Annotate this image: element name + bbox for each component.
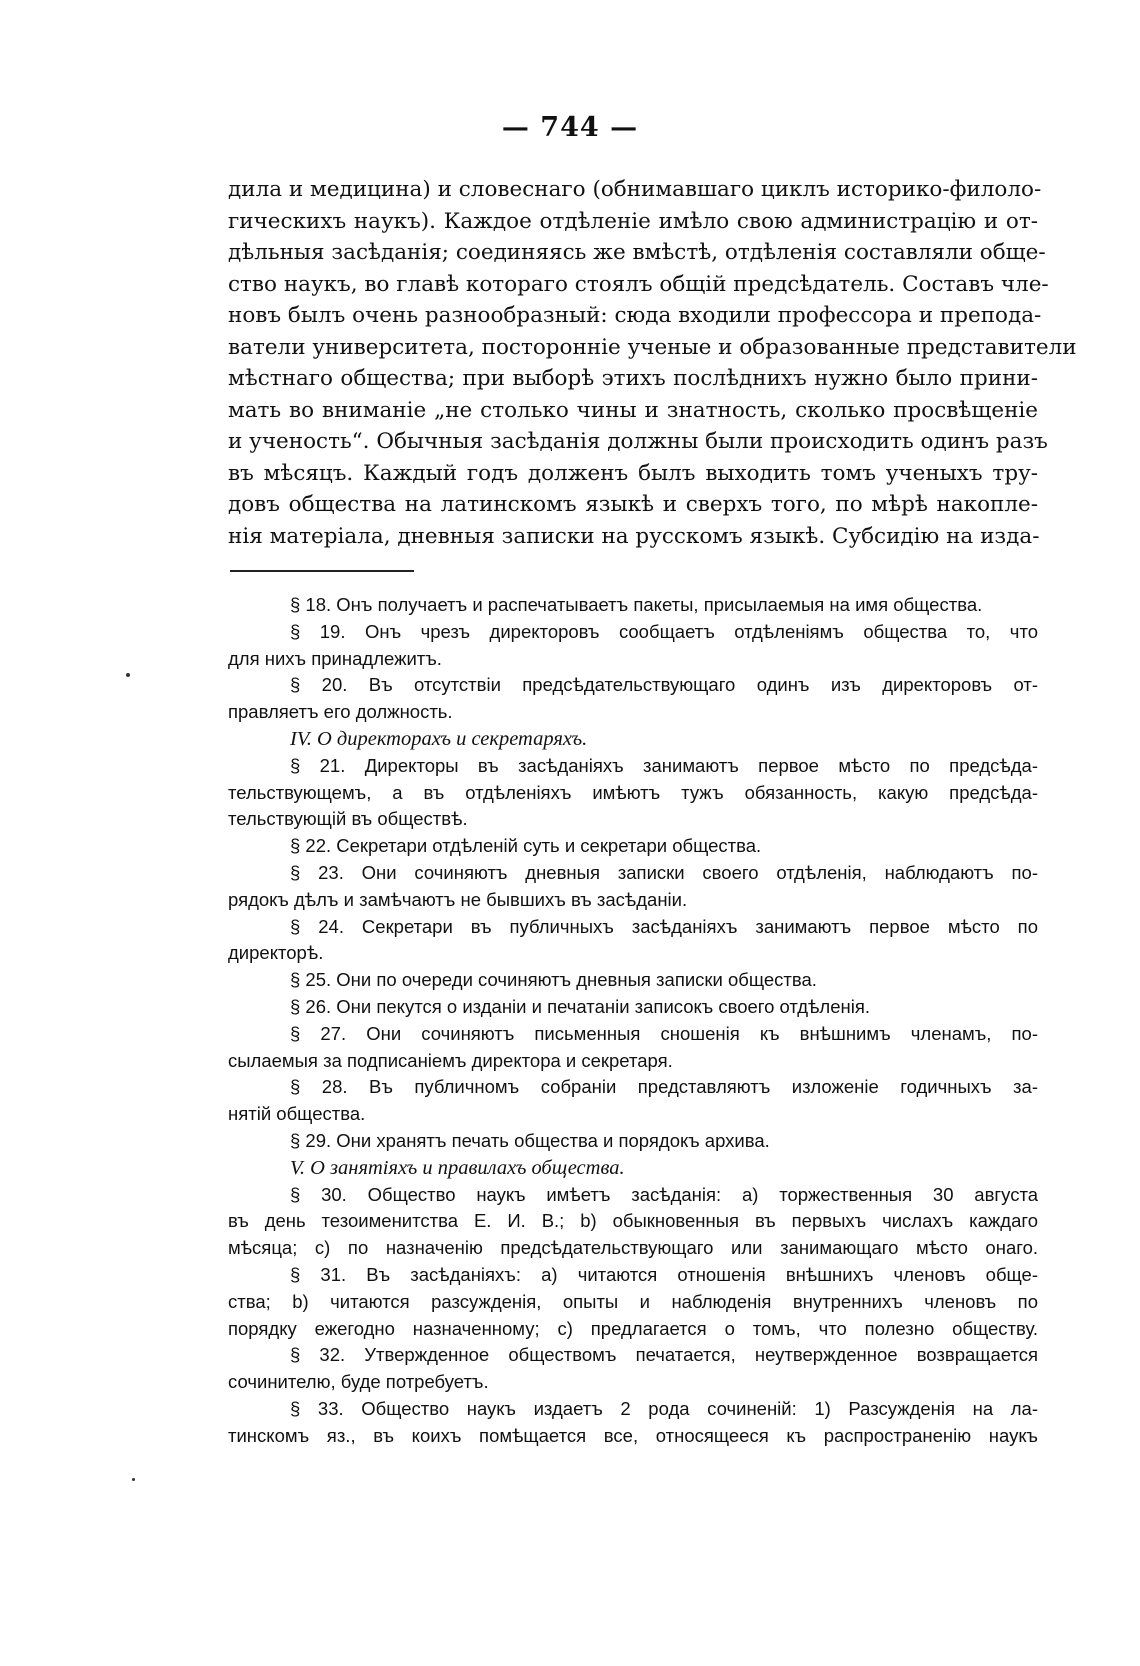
footnote-line: § 23. Они сочиняютъ дневныя записки своего отдѣленія, наблюдаютъ по- [290,861,1038,883]
footnote-line: директорѣ. [228,942,324,964]
footnote-line: тинскомъ яз., въ коихъ помѣщается все, относящееся къ распространенію наукъ [228,1424,1038,1446]
text-line: ство наукъ, во главѣ котораго стоялъ общій предсѣдатель. Составъ чле- [228,271,1049,297]
footnote-line: § 27. Они сочиняютъ письменныя сношенія къ внѣшнимъ членамъ, по- [290,1022,1038,1044]
footnotes-block [228,592,1038,1450]
text-line: мать во вниманіе „не столько чины и знатность, сколько просвѣщеніе [228,397,1038,423]
text-line: гическихъ наукъ). Каждое отдѣленіе имѣло свою администрацію и от- [228,208,1038,234]
footnote-divider [230,570,414,572]
footnote-line: мѣсяца; c) по назначенію предсѣдательствующаго или занимающаго мѣсто онаго. [228,1237,1038,1259]
main-text-block [228,174,1077,552]
text-line: мѣстнаго общества; при выборѣ этихъ послѣднихъ нужно было прини- [228,366,1038,391]
section-heading: IV. О директорахъ и секретаряхъ. [290,727,588,750]
footnote-line: § 22. Секретари отдѣленій суть и секретари общества. [290,835,762,857]
footnote-line: рядокъ дѣлъ и замѣчаютъ не бывшихъ въ засѣданіи. [228,888,688,910]
text-line: и ученость“. Обычныя засѣданія должны были происходить одинъ разъ [228,429,1048,454]
text-line: въ мѣсяцъ. Каждый годъ долженъ былъ выходить томъ ученыхъ тру- [228,460,1038,486]
footnote-line: § 32. Утвержденное обществомъ печатается, неутвержденное возвращается [290,1344,1038,1366]
footnote-line: ства; b) читаются разсужденія, опыты и наблюденія внутреннихъ членовъ по [228,1290,1038,1312]
footnote-line: § 24. Секретари въ публичныхъ засѣданіяхъ занимаютъ первое мѣсто по [290,915,1038,937]
footnote-line: тельствующій въ обществѣ. [228,808,468,830]
text-line: новъ былъ очень разнообразный: сюда входили профессора и препода- [228,303,1042,328]
footnote-line: сылаемыя за подписаніемъ директора и секретаря. [228,1049,673,1071]
text-line: ватели университета, посторонніе ученые и образованные представители [228,334,1077,360]
footnote-line: § 21. Директоры въ засѣданіяхъ занимаютъ первое мѣсто по предсѣда- [290,754,1038,776]
footnote-line: тельствующемъ, а въ отдѣленіяхъ имѣютъ тужъ обязанность, какую предсѣда- [228,781,1038,803]
footnote-line: § 30. Общество наукъ имѣетъ засѣданія: a) торжественныя 30 августа [290,1183,1038,1205]
footnote-line: § 25. Они по очереди сочиняютъ дневныя записки общества. [290,969,817,991]
footnote-line: § 29. Они хранятъ печать общества и порядокъ архива. [290,1129,770,1151]
footnote-line: § 20. Въ отсутствіи предсѣдательствующаго одинъ изъ директоровъ от- [290,674,1038,696]
footnote-line: нятій общества. [228,1103,366,1125]
footnote-line: § 33. Общество наукъ издаетъ 2 рода сочиненій: 1) Разсужденія на ла- [290,1397,1038,1419]
scan-speck [126,673,130,677]
text-line: дила и медицина) и словеснаго (обнимавшаго циклъ историко-филоло- [228,177,1042,202]
section-heading: V. О занятіяхъ и правилахъ общества. [290,1156,625,1179]
footnote-line: § 26. Они пекутся о изданіи и печатаніи записокъ своего отдѣленія. [290,995,870,1017]
text-line: довъ общества на латинскомъ языкѣ и сверхъ того, по мѣрѣ накопле- [228,492,1038,517]
footnote-line: для нихъ принадлежитъ. [228,647,442,669]
page-number: — 744 — [501,112,639,143]
footnote-line: въ день тезоименитства Е. И. В.; b) обыкновенныя въ первыхъ числахъ каждаго [228,1210,1038,1232]
text-line: дѣльныя засѣданія; соединяясь же вмѣстѣ, отдѣленія составляли обще- [228,240,1046,265]
scan-speck [132,1478,135,1481]
footnote-line: § 31. Въ засѣданіяхъ: a) читаются отношенія внѣшнихъ членовъ обще- [290,1263,1038,1285]
footnote-line: § 28. Въ публичномъ собраніи представляютъ изложеніе годичныхъ за- [290,1076,1038,1098]
footnote-line: порядку ежегодно назначенному; c) предлагается о томъ, что полезно обществу. [228,1317,1038,1339]
footnote-line: § 18. Онъ получаетъ и распечатываетъ пакеты, присылаемыя на имя общества. [290,594,983,615]
footnote-line: § 19. Онъ чрезъ директоровъ сообщаетъ отдѣленіямъ общества то, что [290,620,1038,642]
text-line: нія матеріала, дневныя записки на русскомъ языкѣ. Субсидію на изда- [228,523,1040,549]
footnote-line: правляетъ его должность. [228,701,453,723]
footnote-line: сочинителю, буде потребуетъ. [228,1371,489,1393]
